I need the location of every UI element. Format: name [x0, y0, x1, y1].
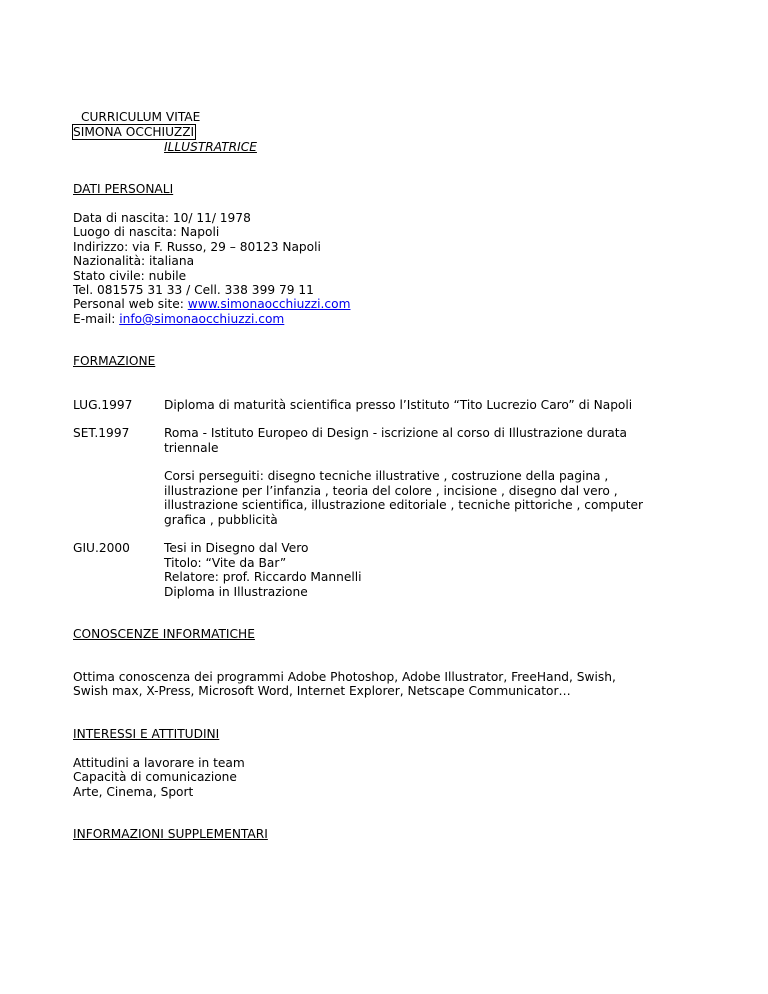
section-heading-interests: INTERESSI E ATTITUDINI — [73, 727, 220, 741]
education-description — [164, 398, 684, 413]
education-line: Corsi perseguiti: disegno tecniche illustrative , costruzione della pagina , — [164, 469, 609, 483]
it-skills-line: Ottima conoscenza dei programmi Adobe Photoshop, Adobe Illustrator, FreeHand, Swish, — [73, 670, 616, 684]
education-line: Diploma in Illustrazione — [164, 584, 308, 599]
email-link[interactable]: info@simonaocchiuzzi.com — [119, 312, 285, 326]
birth-place: Luogo di nascita: Napoli — [73, 225, 220, 239]
person-name-box: SIMONA OCCHIUZZI — [73, 125, 195, 139]
education-line: grafica , pubblicità — [164, 512, 278, 527]
education-date: SET.1997 — [73, 426, 130, 440]
address: Indirizzo: via F. Russo, 29 – 80123 Napoli — [73, 240, 321, 254]
email-label: E-mail: — [73, 312, 120, 326]
email-row — [73, 312, 284, 327]
section-heading-additional: INFORMAZIONI SUPPLEMENTARI — [73, 827, 268, 841]
it-skills-line: Swish max, X-Press, Microsoft Word, Internet Explorer, Netscape Communicator… — [73, 684, 571, 698]
education-line: Titolo: “Vite da Bar” — [164, 555, 287, 570]
education-date: GIU.2000 — [73, 541, 130, 555]
education-description — [164, 541, 684, 599]
website-row — [73, 297, 350, 312]
website-link[interactable]: www.simonaocchiuzzi.com — [187, 297, 351, 311]
section-heading-it-skills: CONOSCENZE INFORMATICHE — [73, 627, 255, 641]
education-line: Relatore: prof. Riccardo Mannelli — [164, 570, 362, 584]
person-role: ILLUSTRATRICE — [164, 140, 257, 154]
birth-date: Data di nascita: 10/ 11/ 1978 — [73, 211, 251, 225]
education-line: illustrazione per l’infanzia , teoria del colore , incisione , disegno dal vero , — [164, 483, 618, 498]
nationality: Nazionalità: italiana — [73, 254, 195, 268]
education-line: triennale — [164, 440, 219, 455]
education-line: Roma - Istituto Europeo di Design - iscrizione al corso di Illustrazione durata — [164, 426, 627, 440]
interest-item: Arte, Cinema, Sport — [73, 785, 194, 799]
education-description — [164, 469, 684, 527]
person-name — [73, 125, 196, 140]
civil-status: Stato civile: nubile — [73, 269, 187, 283]
education-description — [164, 426, 684, 455]
interest-item: Attitudini a lavorare in team — [73, 756, 245, 770]
phone: Tel. 081575 31 33 / Cell. 338 399 79 11 — [73, 283, 314, 297]
education-date: LUG.1997 — [73, 398, 133, 412]
interest-item: Capacità di comunicazione — [73, 770, 237, 784]
education-line: Tesi in Disegno dal Vero — [164, 541, 309, 555]
education-line: Diploma di maturità scientifica presso l’Istituto “Tito Lucrezio Caro” di Napoli — [164, 398, 633, 412]
document-title: CURRICULUM VITAE — [81, 110, 201, 124]
section-heading-education: FORMAZIONE — [73, 354, 156, 368]
education-line: illustrazione scientifica, illustrazione editoriale , tecniche pittoriche , computer — [164, 498, 644, 512]
website-label: Personal web site: — [73, 297, 188, 311]
section-heading-personal: DATI PERSONALI — [73, 182, 174, 196]
